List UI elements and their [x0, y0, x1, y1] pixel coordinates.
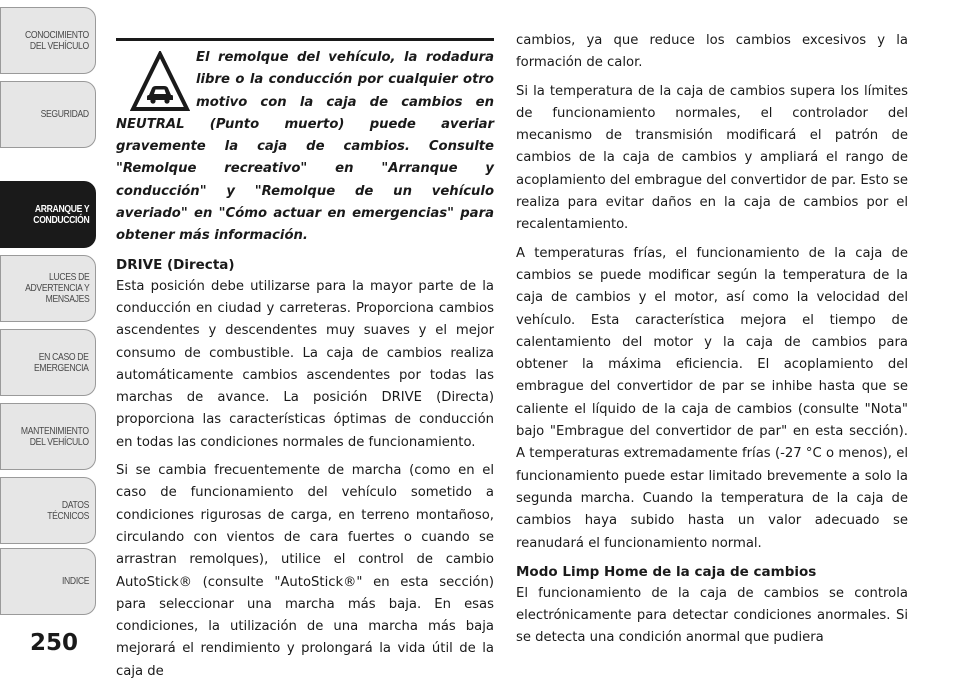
tab-indice[interactable]: [0, 548, 96, 615]
tab-label: INDICE: [61, 575, 89, 587]
section-heading-drive: DRIVE (Directa): [116, 256, 235, 273]
tab-label: DATOS TÉCNICOS: [47, 498, 89, 522]
paragraph: El funcionamiento de la caja de cambios se controla electrónicamente para detectar condiciones anormales. Si se detecta una condición anormal que pudiera: [516, 585, 908, 646]
paragraph: cambios, ya que reduce los cambios excesivos y la formación de calor.: [516, 33, 908, 71]
left-column: [116, 30, 494, 689]
warning-text: El remolque del vehículo, la rodadura libre o la conducción por cualquier otro motivo con la caja de cambios en NEUTRAL (Punto muerto) puede averiar gravemente la caja de cambios. Consulte "Remolque recreativo" en "Arranque y conducción" y "Remolque de un vehículo averiado" en "Cómo actuar en emergencias" para obtener más información.: [116, 50, 494, 244]
warning-block: [116, 38, 494, 248]
tab-arranque[interactable]: [0, 181, 96, 248]
chapter-sidebar: [0, 0, 104, 678]
warning-triangle-car-icon: [130, 51, 190, 113]
tab-label: CONOCIMIENTO DEL VEHÍCULO: [25, 28, 89, 52]
tab-label: EN CASO DE EMERGENCIA: [34, 350, 89, 374]
tab-label: MANTENIMIENTO DEL VEHÍCULO: [21, 424, 89, 448]
tab-luces[interactable]: [0, 255, 96, 322]
tab-label: LUCES DE ADVERTENCIA Y MENSAJES: [24, 271, 89, 305]
right-column: [516, 30, 908, 656]
tab-label: SEGURIDAD: [40, 108, 89, 120]
tab-conocimiento[interactable]: [0, 7, 96, 74]
tab-datos[interactable]: [0, 477, 96, 544]
tab-mantenimiento[interactable]: [0, 403, 96, 470]
tab-seguridad[interactable]: [0, 81, 96, 148]
paragraph: Si la temperatura de la caja de cambios supera los límites de funcionamiento normales, el controlador del mecanismo de transmisión modificará el patrón de cambios de la caja de cambios y ampliará el rango de acoplamiento del embrague del convertidor de par. Esto se realiza para evitar daños en la caja de cambios por el recalentamiento.: [516, 83, 908, 233]
paragraph: Esta posición debe utilizarse para la mayor parte de la conducción en ciudad y carreteras. Proporciona cambios ascendentes y descendentes muy suaves y el mejor consumo de combustible. La caja de cambios realiza automáticamente cambios ascendentes por todas las marchas de avance. La posición DRIVE (Directa) proporciona las características óptimas de conducción en todas las condiciones normales de funcionamiento.: [116, 278, 494, 450]
tab-emergencia[interactable]: [0, 329, 96, 396]
paragraph: A temperaturas frías, el funcionamiento de la caja de cambios se puede modificar según la temperatura de la caja de cambios y el motor, así como la velocidad del vehículo. Esta característica mejora el tiempo de calentamiento del motor y la caja de cambios para obtener la máxima eficiencia. El acoplamiento del embrague del convertidor de par se inhibe hasta que se caliente el líquido de la caja de cambios (consulte "Nota" bajo "Embrague del convertidor de par" en esta sección). A temperaturas extremadamente frías (-27 °C o menos), el funcionamiento puede estar limitado brevemente a solo la segunda marcha. Cuando la temperatura de la caja de cambios haya subido hasta un valor adecuado se reanudará el funcionamiento normal.: [516, 245, 908, 551]
section-heading-limp-home: Modo Limp Home de la caja de cambios: [516, 563, 817, 580]
tab-label: ARRANQUE Y CONDUCCIÓN: [32, 202, 89, 226]
paragraph: Si se cambia frecuentemente de marcha (como en el caso de funcionamiento del vehículo sometido a condiciones rigurosas de carga, en terreno montañoso, circulando con vientos de cara fuertes o cuando se arrastran remolques), utilice el control de cambio AutoStick® (consulte "AutoStick®" en esta sección) para seleccionar una marcha más baja. En esas condiciones, la utilización de una marcha más baja mejorará el rendimiento y prolongará la vida útil de la caja de: [116, 463, 494, 679]
page-number: 250: [29, 630, 78, 656]
